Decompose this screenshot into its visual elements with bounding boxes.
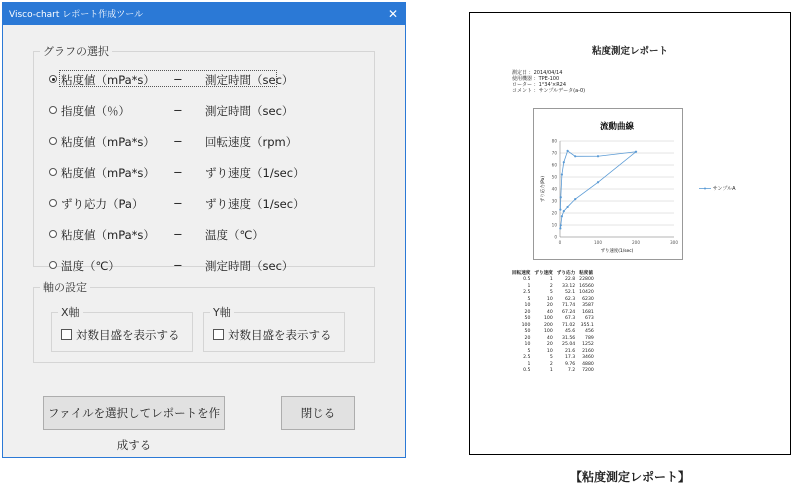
table-cell: 10 (546, 296, 553, 302)
graph-option-radio[interactable] (49, 100, 379, 120)
data-point (567, 150, 569, 152)
table-cell: 100 (544, 329, 553, 335)
table-cell: 17.3 (564, 355, 576, 361)
table-cell: 20 (524, 309, 531, 315)
axis-settings-legend: 軸の設定 (43, 281, 87, 294)
table-cell: 2160 (582, 348, 594, 354)
table-cell: 355.1 (580, 322, 594, 328)
option-y-quantity: ずり応力（Pa） (61, 197, 144, 211)
y-log-checkbox-box[interactable] (213, 329, 224, 340)
option-y-quantity: 指度値（％） (61, 104, 130, 118)
table-cell: 50 (524, 316, 531, 322)
data-point (597, 181, 599, 183)
option-x-quantity: ずり速度（1/sec） (205, 197, 305, 211)
table-header-cell: 回転速度 (512, 271, 531, 277)
radio-button[interactable] (49, 168, 57, 176)
table-cell: 7.2 (567, 368, 576, 374)
data-point (559, 209, 561, 211)
data-point (563, 210, 565, 212)
table-cell: 31.56 (562, 335, 576, 341)
table-cell: 40 (546, 309, 553, 315)
y-log-scale-checkbox[interactable] (213, 327, 332, 343)
data-point (559, 227, 561, 229)
option-y-quantity: 粘度値（mPa*s） (61, 166, 155, 180)
option-dash: − (173, 227, 183, 241)
data-point (563, 161, 565, 163)
table-cell: 100 (521, 322, 531, 328)
option-x-quantity: ずり速度（1/sec） (205, 166, 305, 180)
table-cell: 2 (549, 283, 553, 289)
y-tick-label: 60 (551, 162, 557, 168)
data-point (561, 173, 563, 175)
data-point (597, 155, 599, 157)
x-tick-label: 300 (670, 240, 678, 245)
table-cell: 3587 (582, 303, 594, 309)
graph-option-radio[interactable] (49, 69, 379, 89)
table-header-cell: ずり速度 (534, 271, 553, 277)
graph-option-radio[interactable] (49, 224, 379, 244)
x-axis-legend: X軸 (61, 306, 80, 319)
x-log-checkbox-box[interactable] (61, 329, 72, 340)
table-cell: 4880 (582, 361, 594, 367)
graph-selection-legend: グラフの選択 (43, 45, 109, 58)
table-cell: 33.12 (562, 283, 576, 289)
table-cell: 5 (549, 290, 553, 296)
table-cell: 25.04 (562, 342, 576, 348)
y-tick-label: 70 (551, 150, 557, 156)
table-cell: 62.3 (564, 296, 576, 302)
meta-line: 測定日 ：2014/04/14 (512, 70, 563, 76)
table-cell: 100 (544, 316, 553, 322)
data-point (574, 155, 576, 157)
graph-option-radio[interactable] (49, 193, 379, 213)
table-cell: 456 (585, 329, 594, 335)
report-title: 粘度測定レポート (591, 46, 668, 57)
graph-option-radio[interactable] (49, 131, 379, 151)
option-y-quantity: 粘度値（mPa*s） (61, 135, 155, 149)
option-x-quantity: 温度（℃） (205, 228, 264, 242)
table-cell: 40 (546, 335, 553, 341)
table-cell: 10 (524, 342, 531, 348)
y-axis-legend: Y軸 (213, 306, 231, 319)
radio-button[interactable] (49, 106, 57, 114)
table-cell: 673 (585, 316, 594, 322)
table-cell: 67.3 (564, 316, 576, 322)
chart-title: 流動曲線 (599, 122, 635, 132)
y-tick-label: 80 (551, 138, 557, 144)
window-title: Visco-chart レポート作成ツール (9, 10, 144, 20)
data-point (560, 196, 562, 198)
data-point (567, 206, 569, 208)
title-bar[interactable] (3, 3, 405, 25)
flow-curve-chart (533, 108, 683, 260)
table-cell: 5 (527, 348, 531, 354)
table-cell: 200 (544, 322, 553, 328)
data-table (510, 270, 596, 374)
table-header-row (510, 270, 596, 277)
table-cell: 20 (546, 303, 553, 309)
table-cell: 2 (549, 361, 553, 367)
x-log-label: 対数目盛を表示する (76, 328, 180, 342)
data-point (561, 215, 563, 217)
graph-option-radio[interactable] (49, 162, 379, 182)
table-cell: 6230 (582, 296, 594, 302)
option-x-quantity: 回転速度（rpm） (205, 135, 298, 149)
data-point (635, 151, 637, 153)
table-cell: 20 (524, 335, 531, 341)
data-point (560, 224, 562, 226)
table-cell: 0.5 (523, 368, 531, 374)
option-dash: − (173, 196, 183, 210)
legend-label: サンプルA (712, 186, 736, 192)
table-cell: 9.76 (564, 361, 576, 367)
table-cell: 2.5 (523, 355, 531, 361)
y-tick-label: 30 (551, 198, 557, 204)
x-tick-label: 100 (594, 240, 602, 245)
table-row (510, 322, 596, 329)
x-log-scale-checkbox[interactable] (61, 327, 180, 343)
table-cell: 5 (549, 355, 553, 361)
y-axis-label: ずり応力(Pa) (541, 175, 546, 203)
close-button[interactable]: 閉じる (281, 396, 355, 430)
table-cell: 71.74 (562, 303, 576, 309)
table-cell: 1 (549, 368, 553, 374)
table-cell: 10 (524, 303, 531, 309)
table-cell: 1 (527, 361, 531, 367)
radio-button[interactable] (49, 137, 57, 145)
table-cell: 1 (527, 283, 531, 289)
table-cell: 1 (549, 277, 553, 283)
table-cell: 67.24 (562, 309, 576, 315)
table-cell: 2.5 (523, 290, 531, 296)
option-y-quantity: 粘度値（mPa*s） (61, 228, 155, 242)
option-x-quantity: 測定時間（sec） (205, 259, 294, 273)
table-cell: 3460 (582, 355, 594, 361)
radio-button[interactable] (49, 261, 57, 269)
table-cell: 71.02 (562, 322, 576, 328)
dialog-window (2, 2, 406, 458)
chart-svg (534, 109, 682, 259)
table-cell: 52.1 (564, 290, 576, 296)
table-cell: 20 (546, 342, 553, 348)
option-x-quantity: 測定時間（sec） (205, 73, 294, 87)
chart-legend (699, 185, 769, 192)
radio-button[interactable] (49, 75, 57, 83)
table-cell: 1681 (582, 309, 594, 315)
option-y-quantity: 粘度値（mPa*s） (61, 73, 155, 87)
graph-option-radio[interactable] (49, 255, 379, 275)
x-tick-label: 200 (632, 240, 640, 245)
option-dash: − (173, 103, 183, 117)
table-cell: 7200 (582, 368, 594, 374)
meta-line: ローター ：1°34'×R24 (512, 82, 567, 88)
option-y-quantity: 温度（℃） (61, 259, 120, 273)
table-cell: 10 (546, 348, 553, 354)
report-preview (469, 12, 791, 455)
y-tick-label: 40 (551, 186, 557, 192)
table-header-cell: 粘度値 (579, 271, 593, 277)
x-axis-label: ずり速度(1/sec) (600, 249, 634, 254)
y-tick-label: 50 (551, 174, 557, 180)
table-cell: 21.6 (564, 348, 576, 354)
table-cell: 5 (527, 296, 531, 302)
focus-rect (59, 70, 277, 87)
y-tick-label: 0 (554, 234, 557, 240)
table-cell: 45.6 (564, 329, 576, 335)
table-cell: 10420 (579, 290, 594, 296)
option-dash: − (173, 165, 183, 179)
table-header-cell: ずり応力 (556, 271, 576, 277)
y-log-label: 対数目盛を表示する (228, 328, 332, 342)
series-line (560, 151, 636, 228)
table-cell: 22800 (579, 277, 594, 283)
radio-button[interactable] (49, 199, 57, 207)
meta-line: コメント ：サンプルデータ(a-0) (512, 88, 586, 94)
legend-swatch-icon (699, 186, 711, 191)
report-caption: 【粘度測定レポート】 (569, 470, 690, 484)
table-cell: 789 (585, 335, 594, 341)
option-dash: − (173, 72, 183, 86)
create-report-button[interactable]: ファイルを選択してレポートを作成する (43, 396, 225, 430)
table-cell: 22.8 (564, 277, 576, 283)
table-row (510, 368, 596, 375)
option-x-quantity: 測定時間（sec） (205, 104, 294, 118)
data-point (574, 198, 576, 200)
y-tick-label: 20 (551, 210, 557, 216)
table-cell: 16560 (579, 283, 594, 289)
table-cell: 0.5 (523, 277, 531, 283)
x-tick-label: 0 (558, 240, 562, 245)
table-cell: 50 (524, 329, 531, 335)
option-dash: − (173, 258, 183, 272)
meta-line: 使用機器 ：TPE-100 (512, 76, 560, 82)
y-tick-label: 10 (551, 222, 557, 228)
radio-button[interactable] (49, 230, 57, 238)
option-dash: − (173, 134, 183, 148)
close-icon[interactable]: ✕ (387, 7, 399, 21)
table-cell: 1252 (582, 342, 594, 348)
